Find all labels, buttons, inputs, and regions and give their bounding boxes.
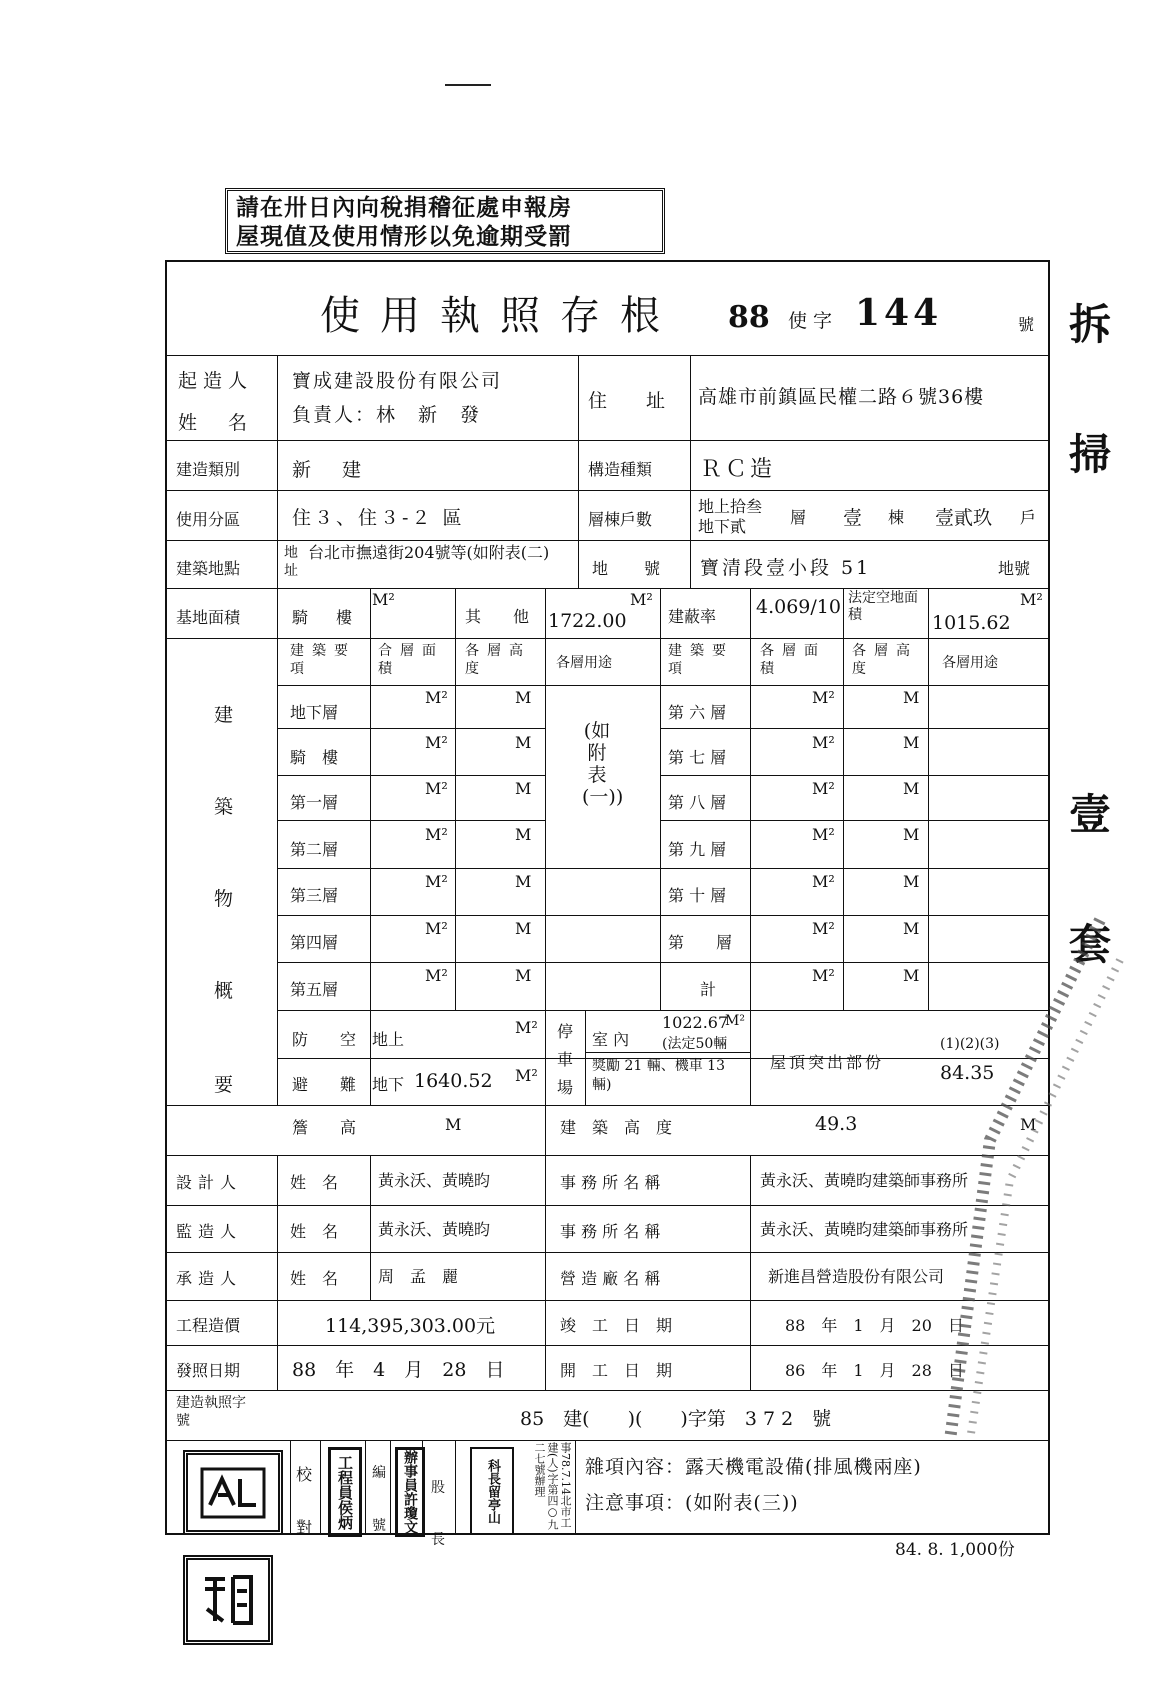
- parking-indoor-label: 室 內: [592, 1030, 630, 1049]
- seal-emblem: [183, 1450, 283, 1535]
- col-line: [750, 638, 751, 1010]
- proof-label-top: 校: [296, 1465, 313, 1484]
- unit-count: 壹貳玖: [935, 507, 993, 529]
- col-line: [578, 355, 579, 588]
- structure-value: ＲＣ造: [700, 457, 776, 482]
- print-code: 84. 8. 1,000份: [895, 1540, 1015, 1560]
- col-line: [455, 1440, 456, 1535]
- completion-label: 竣 工 日 期: [560, 1316, 673, 1335]
- col-line: [370, 638, 371, 1010]
- shelter-below-label: 地下: [372, 1075, 405, 1094]
- row-line: [165, 490, 1050, 491]
- applicant-responsible: 負責人：林 新 發: [292, 404, 482, 426]
- col-line: [585, 1010, 586, 1105]
- col-line: [320, 1440, 321, 1535]
- height-unit: M: [903, 966, 920, 985]
- area-unit: M²: [425, 872, 448, 891]
- misc-notes: 注意事項：(如附表(三)): [585, 1492, 799, 1514]
- seal-square: [183, 1555, 273, 1645]
- notice-line1: 請在卅日內向稅捐稽征處申報房: [236, 194, 572, 221]
- edit-label-bottom: 號: [372, 1518, 386, 1534]
- grid-line: [660, 775, 1050, 776]
- col-line: [390, 1440, 391, 1535]
- height-unit: M: [515, 779, 532, 798]
- right-margin-char: 拆: [1068, 300, 1111, 349]
- roof-label: 屋頂突出部份: [770, 1053, 885, 1072]
- row-line: [165, 1252, 1050, 1253]
- designer-name-label: 姓 名: [290, 1173, 339, 1192]
- building-height-unit: M: [1020, 1115, 1037, 1134]
- row-line: [165, 1440, 1050, 1441]
- area-label: 基地面積: [176, 608, 241, 627]
- row-line: [165, 540, 1050, 541]
- floors-below: 地下貳: [698, 517, 747, 536]
- col-line: [455, 638, 456, 1010]
- height-unit: M: [903, 733, 920, 752]
- permit-number: 144: [855, 292, 943, 334]
- floor-row-right: 第 六 層: [668, 703, 727, 722]
- section-stamp: [470, 1447, 514, 1535]
- area-unit: M²: [812, 919, 835, 938]
- col-line: [750, 1155, 751, 1390]
- building-height-label: 建 築 高 度: [560, 1118, 673, 1137]
- header-right-item: 建築要項: [668, 643, 734, 677]
- start-label: 開 工 日 期: [560, 1361, 673, 1380]
- col-line: [660, 588, 661, 638]
- designer-office: 黃永沃、黃曉昀建築師事務所: [760, 1171, 969, 1190]
- eave-label: 簷 高: [292, 1118, 365, 1137]
- cost-label: 工程造價: [176, 1316, 241, 1335]
- top-mark: [445, 84, 491, 86]
- other-unit: M²: [630, 590, 653, 609]
- header-left-item: 建築要項: [290, 643, 356, 677]
- row-line: [165, 1300, 1050, 1301]
- lot-section: 寶清段壹小段 51: [700, 557, 872, 579]
- floors-above: 地上拾叁: [698, 497, 763, 516]
- col-line: [690, 355, 691, 588]
- lot-suffix: 地號: [998, 559, 1031, 578]
- designer-office-label: 事 務 所 名 稱: [560, 1173, 661, 1192]
- zoning-value: 住３、住３-２ 區: [292, 507, 465, 529]
- completion-date: 88 年 1 月 20 日: [785, 1316, 964, 1335]
- site-label: 建築地點: [176, 559, 241, 578]
- floor-row-right: 第 十 層: [668, 886, 727, 905]
- col-line: [545, 638, 546, 1010]
- floor-row-right: 計: [700, 980, 717, 999]
- floors-unit: 層: [790, 508, 807, 527]
- col-line: [750, 588, 751, 638]
- row-line: [165, 588, 1050, 589]
- header-left-usage: 各層用途: [556, 655, 612, 671]
- floor-row-left: 騎 樓: [290, 748, 339, 767]
- col-line: [545, 1105, 546, 1390]
- col-line: [928, 638, 929, 1010]
- height-unit: M: [903, 825, 920, 844]
- height-unit: M: [903, 688, 920, 707]
- contractor-office: 新進昌營造股份有限公司: [768, 1267, 945, 1286]
- area-unit: M²: [425, 825, 448, 844]
- parking-label: 停車場: [556, 1022, 573, 1097]
- applicant-company: 寶成建設股份有限公司: [292, 370, 503, 392]
- other-value: 1722.00: [548, 610, 627, 632]
- site-addr-prefix: 地址: [284, 545, 298, 579]
- permit-year: 88: [728, 300, 770, 335]
- height-unit: M: [515, 872, 532, 891]
- floor-row-right: 第 九 層: [668, 840, 727, 859]
- cost-value: 114,395,303.00元: [325, 1315, 496, 1337]
- building-unit: 棟: [888, 508, 905, 527]
- permit-no-suffix: 號: [1018, 315, 1035, 334]
- coverage-value: 4.069/10: [756, 596, 841, 618]
- build-type-label: 建造類別: [176, 460, 241, 479]
- applicant-label-top: 起造人: [178, 370, 254, 392]
- build-permit-value: 85 建( )( )字第 3 7 2 號: [520, 1408, 832, 1430]
- col-line: [545, 588, 546, 638]
- roof-value-a: (1)(2)(3): [940, 1036, 1000, 1052]
- col-line: [843, 588, 844, 638]
- parking-indoor-value: 1022.67: [662, 1013, 729, 1032]
- height-unit: M: [903, 872, 920, 891]
- area-unit: M²: [425, 779, 448, 798]
- supervisor-name-label: 姓 名: [290, 1222, 339, 1241]
- grid-line: [277, 728, 545, 729]
- seal-icon: [198, 1465, 268, 1521]
- area-unit: M²: [812, 966, 835, 985]
- officer-name: 辦事員許瓊文: [402, 1450, 418, 1534]
- contractor-name-label: 姓 名: [290, 1269, 339, 1288]
- row-line: [165, 1205, 1050, 1206]
- shelter-label-bottom: 避 難: [292, 1075, 365, 1094]
- misc-items: 雜項內容：露天機電設備(排風機兩座): [585, 1456, 922, 1478]
- build-type-value: 新 建: [292, 459, 368, 481]
- header-left-area: 合層面積: [378, 643, 444, 677]
- applicant-label-bottom: 姓 名: [178, 412, 254, 434]
- right-margin-char: 壹: [1068, 790, 1111, 839]
- openspace-label: 法定空地面積: [848, 590, 918, 623]
- floor-row-left: 第五層: [290, 980, 339, 999]
- shelter-below-value: 1640.52: [414, 1070, 493, 1092]
- col-line: [365, 1440, 366, 1535]
- right-margin-char: 掃: [1068, 430, 1111, 479]
- zoning-label: 使用分區: [176, 510, 241, 529]
- shelter-label-top: 防 空: [292, 1030, 365, 1049]
- floors-label: 層棟戶數: [588, 510, 653, 529]
- col-line: [843, 638, 844, 1010]
- col-line: [277, 355, 278, 1105]
- openspace-unit: M²: [1020, 590, 1043, 609]
- grid-line: [277, 775, 545, 776]
- shelter-above-unit: M²: [515, 1018, 538, 1037]
- usage-note: (如附表(一)): [582, 720, 624, 808]
- edit-label-top: 編: [372, 1465, 386, 1481]
- col-line: [928, 588, 929, 638]
- unit-unit: 戶: [1020, 508, 1037, 527]
- area-unit: M²: [812, 872, 835, 891]
- area-unit: M²: [812, 733, 835, 752]
- floor-row-right: 第 層: [668, 933, 733, 952]
- summary-side-5: 要: [214, 1074, 234, 1096]
- col-line: [370, 1155, 371, 1300]
- floor-row-left: 地下層: [290, 703, 339, 722]
- building-count: 壹: [843, 507, 863, 529]
- area-unit: M²: [812, 688, 835, 707]
- address-label: 住 址: [588, 390, 676, 412]
- col-line: [290, 1440, 291, 1535]
- contractor-name: 周 孟 麗: [378, 1267, 459, 1286]
- supervisor-label: 監造人: [176, 1222, 243, 1241]
- header-right-usage: 各層用途: [942, 655, 998, 671]
- col-line: [455, 588, 456, 638]
- diagonal-stamp-smear: [930, 900, 1130, 1460]
- area-unit: M²: [425, 688, 448, 707]
- floor-row-left: 第二層: [290, 840, 339, 859]
- summary-side-2: 築: [214, 796, 234, 818]
- header-right-area: 各層面積: [760, 643, 826, 677]
- proof-label-bottom: 對: [296, 1518, 313, 1537]
- floor-row-left: 第四層: [290, 933, 339, 952]
- parking-legal-note: (法定50輛: [662, 1036, 728, 1052]
- notice-line2: 屋現值及使用情形以免逾期受罰: [236, 223, 572, 250]
- issue-label: 發照日期: [176, 1361, 241, 1380]
- col-line: [370, 1010, 371, 1105]
- row-line: [165, 1105, 1050, 1106]
- height-unit: M: [515, 733, 532, 752]
- col-line: [545, 1010, 546, 1105]
- parking-indoor-unit: M²: [725, 1013, 745, 1029]
- area-unit: M²: [425, 733, 448, 752]
- shelter-below-unit: M²: [515, 1066, 538, 1085]
- row-line: [165, 1345, 1050, 1346]
- parking-reward-note: 獎勵 21 輛、機車 13 輛): [592, 1058, 725, 1093]
- contractor-office-label: 營 造 廠 名 稱: [560, 1269, 661, 1288]
- eave-unit: M: [445, 1115, 462, 1134]
- applicant-address: 高雄市前鎮區民權二路６號36樓: [698, 386, 985, 408]
- area-unit: M²: [812, 825, 835, 844]
- structure-label: 構造種類: [588, 460, 653, 479]
- right-margin-char: 套: [1068, 920, 1111, 969]
- contractor-label: 承造人: [176, 1269, 243, 1288]
- area-unit: M²: [425, 966, 448, 985]
- arcade-unit: M²: [372, 590, 395, 609]
- coverage-label: 建蔽率: [668, 607, 717, 626]
- grid-line: [660, 820, 1050, 821]
- engineer-stamp: [328, 1447, 362, 1537]
- area-unit: M²: [812, 779, 835, 798]
- lot-label: 地 號: [592, 559, 671, 578]
- grid-line: [660, 728, 1050, 729]
- header-left-height: 各層高度: [465, 643, 531, 677]
- height-unit: M: [515, 966, 532, 985]
- height-unit: M: [515, 825, 532, 844]
- shelter-above-label: 地上: [372, 1030, 405, 1049]
- row-line: [165, 1390, 1050, 1391]
- row-line: [165, 638, 1050, 639]
- chief-label: 股長: [431, 1480, 445, 1548]
- other-label: 其 他: [465, 607, 538, 626]
- seal-icon: [197, 1569, 259, 1631]
- grid-line: [277, 820, 545, 821]
- designer-label: 設計人: [176, 1173, 243, 1192]
- engineer-name: 工程員侯炳: [336, 1454, 354, 1530]
- designer-name: 黃永沃、黃曉昀: [378, 1171, 491, 1190]
- grid-line: [277, 868, 1050, 869]
- arcade-label: 騎 樓: [292, 608, 359, 627]
- floor-row-left: 第一層: [290, 793, 339, 812]
- floor-row-right: 第 八 層: [668, 793, 727, 812]
- start-date: 86 年 1 月 28 日: [785, 1361, 964, 1380]
- building-height-value: 49.3: [815, 1113, 858, 1135]
- grid-line: [277, 685, 1050, 686]
- area-unit: M²: [425, 919, 448, 938]
- officer-stamp: [395, 1447, 425, 1537]
- supervisor-name: 黃永沃、黃曉昀: [378, 1220, 491, 1239]
- tax-notice-stamp: [225, 188, 665, 254]
- height-unit: M: [903, 919, 920, 938]
- row-line: [165, 1155, 1050, 1156]
- approval-ref: 事78.7.14北市工建(人)字第四○九二七號辦理: [533, 1442, 572, 1530]
- height-unit: M: [515, 688, 532, 707]
- summary-side-1: 建: [214, 704, 234, 726]
- header-right-height: 各層高度: [852, 643, 918, 677]
- site-address: 台北市撫遠街204號等(如附表(二): [308, 543, 550, 562]
- col-line: [660, 638, 661, 1010]
- supervisor-office: 黃永沃、黃曉昀建築師事務所: [760, 1220, 969, 1239]
- floor-row-right: 第 七 層: [668, 748, 727, 767]
- summary-side-3: 物: [214, 888, 234, 910]
- row-line: [165, 355, 1050, 356]
- row-line: [165, 440, 1050, 441]
- col-line: [370, 588, 371, 638]
- height-unit: M: [903, 779, 920, 798]
- summary-side-4: 概: [214, 980, 234, 1002]
- build-permit-label: 建造執照字 號: [176, 1395, 260, 1429]
- permit-char-label: 使 字: [788, 310, 833, 332]
- form-title: 使用執照存根: [320, 293, 680, 339]
- col-line: [750, 1010, 751, 1105]
- col-line: [277, 1155, 278, 1390]
- col-line: [575, 1440, 576, 1535]
- section-name: 科長留亭山: [485, 1458, 500, 1524]
- floor-row-left: 第三層: [290, 886, 339, 905]
- openspace-value: 1015.62: [932, 612, 1011, 634]
- issue-date: 88 年 4 月 28 日: [292, 1359, 505, 1381]
- height-unit: M: [515, 919, 532, 938]
- roof-value-b: 84.35: [940, 1062, 995, 1084]
- supervisor-office-label: 事 務 所 名 稱: [560, 1222, 661, 1241]
